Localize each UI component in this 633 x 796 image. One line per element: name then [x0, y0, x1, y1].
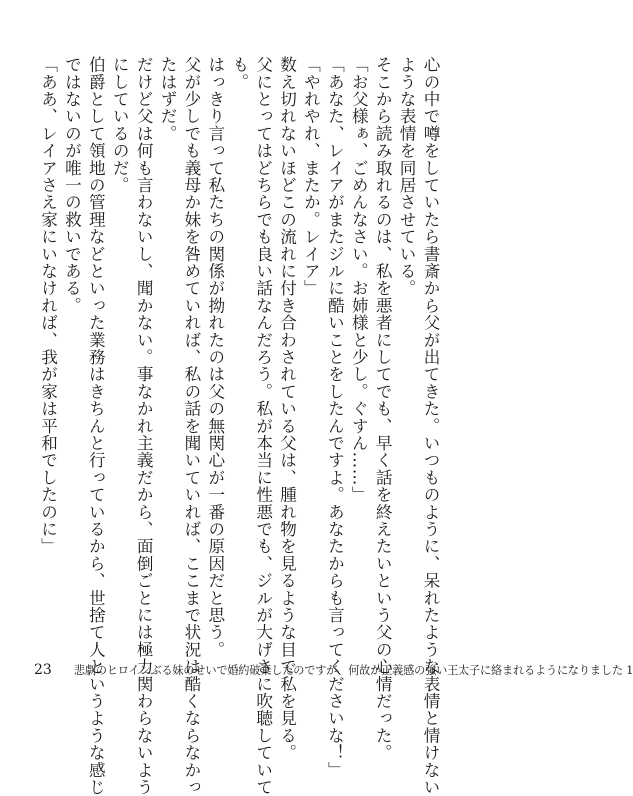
page-footer	[34, 660, 633, 680]
text-line: そこから読み取れるのは、私を悪者にしてでも、早く話を終えたいという父の心情だった。	[373, 56, 393, 762]
text-line: 心の中で噂をしていたら書斎から父が出てきた。いつものように、呆れたような表情と情けない	[421, 56, 440, 796]
text-line: ではないのが唯一の救いである。	[62, 56, 82, 314]
text-line: 「やれやれ、またか。レイア」	[301, 56, 321, 297]
text-line: も。	[229, 56, 249, 91]
text-line: はっきり言って私たちの関係が拗れたのは父の無関心が一番の原因だと思う。	[205, 56, 225, 658]
text-line: 「お父様ぁ、ごめんなさい。お姉様と少し。ぐすん……」	[349, 56, 369, 504]
text-line: にしているのだ。	[110, 56, 130, 194]
text-line: 「あなた、レイアがまたジルに酷いことをしたんですよ。あなたからも言ってくださいな！」	[325, 56, 345, 779]
page-number: 23	[34, 662, 52, 678]
text-line: ような表情を同居させている。	[397, 56, 417, 297]
text-line: 父にとってはどちらでも良い話なんだろう。私が本当に性悪でも、ジルが大げさに吹聴していて	[253, 56, 273, 796]
text-line: 「ああ、レイアさえ家にいなければ、我が家は平和でしたのに」	[38, 56, 58, 555]
text-line: だけど父は何も言わないし、聞かない。事なかれ主義だから、面倒ごとには極力関わらないよう	[134, 56, 154, 796]
text-line: 伯爵として領地の管理などといった業務はきちんと行っているから、世捨て人というような感じ	[86, 56, 106, 796]
running-title: 悲劇のヒロインぶる妹のせいで婚約破棄したのですが、何故か正義感の強い王太子に絡まれるようになりました 1	[73, 664, 633, 677]
text-line: たはずだ。	[158, 56, 178, 142]
text-line: 父が少しでも義母か妹を咎めていれば、私の話を聞いていれば、ここまで状況は酷くならなかっ	[181, 56, 201, 796]
text-line: 数え切れないほどこの流れに付き合わされている父は、腫れ物を見るような目で私を見る。	[277, 56, 297, 762]
